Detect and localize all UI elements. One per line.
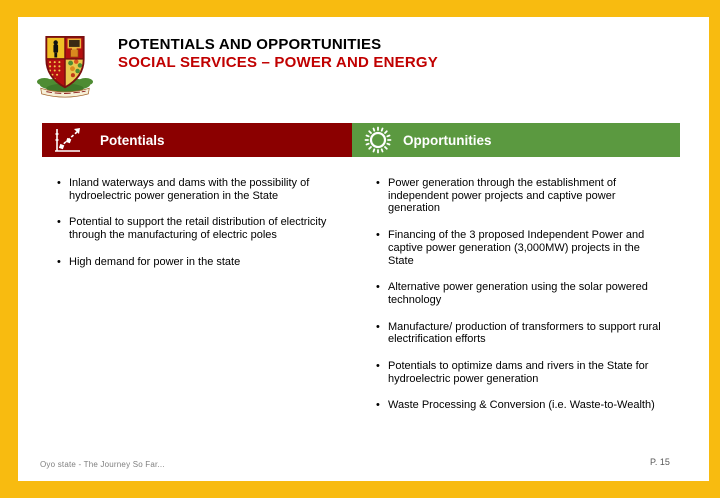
opportunities-list (376, 177, 662, 426)
list-item: • Power generation through the establishment of independent power projects and captive power generation (376, 177, 662, 215)
list-item: • Potentials to optimize dams and rivers in the State for hydroelectric power generation (376, 360, 662, 385)
potentials-header-bar (42, 123, 352, 157)
page-number: P. 15 (650, 457, 670, 467)
line-chart-icon (52, 125, 84, 155)
title-block (118, 36, 438, 72)
list-item: • Waste Processing & Conversion (i.e. Waste-to-Wealth) (376, 399, 662, 412)
list-item: • Manufacture/ production of transformers to support rural electrification efforts (376, 321, 662, 346)
list-item: • High demand for power in the state (57, 256, 354, 269)
list-item: • Financing of the 3 proposed Independent Power and captive power generation (3,000MW) projects in the State (376, 229, 662, 267)
footer-caption: Oyo state - The Journey So Far... (40, 460, 165, 469)
oyo-state-coat-of-arms-logo (37, 30, 93, 98)
potentials-list (57, 177, 354, 283)
page-title: POTENTIALS AND OPPORTUNITIES (118, 36, 382, 53)
list-item: • Potential to support the retail distribution of electricity through the manufacturing of electric poles (57, 216, 354, 241)
coat-of-arms-graphic (37, 30, 93, 98)
list-item: • Alternative power generation using the solar powered technology (376, 281, 662, 306)
sun-icon (362, 125, 394, 155)
potentials-header-label: Potentials (100, 132, 165, 148)
list-item: • Inland waterways and dams with the possibility of hydroelectric power generation in the State (57, 177, 354, 202)
page-subtitle: SOCIAL SERVICES – POWER AND ENERGY (118, 54, 438, 71)
opportunities-header-label: Opportunities (403, 132, 492, 148)
opportunities-header-bar (352, 123, 680, 157)
